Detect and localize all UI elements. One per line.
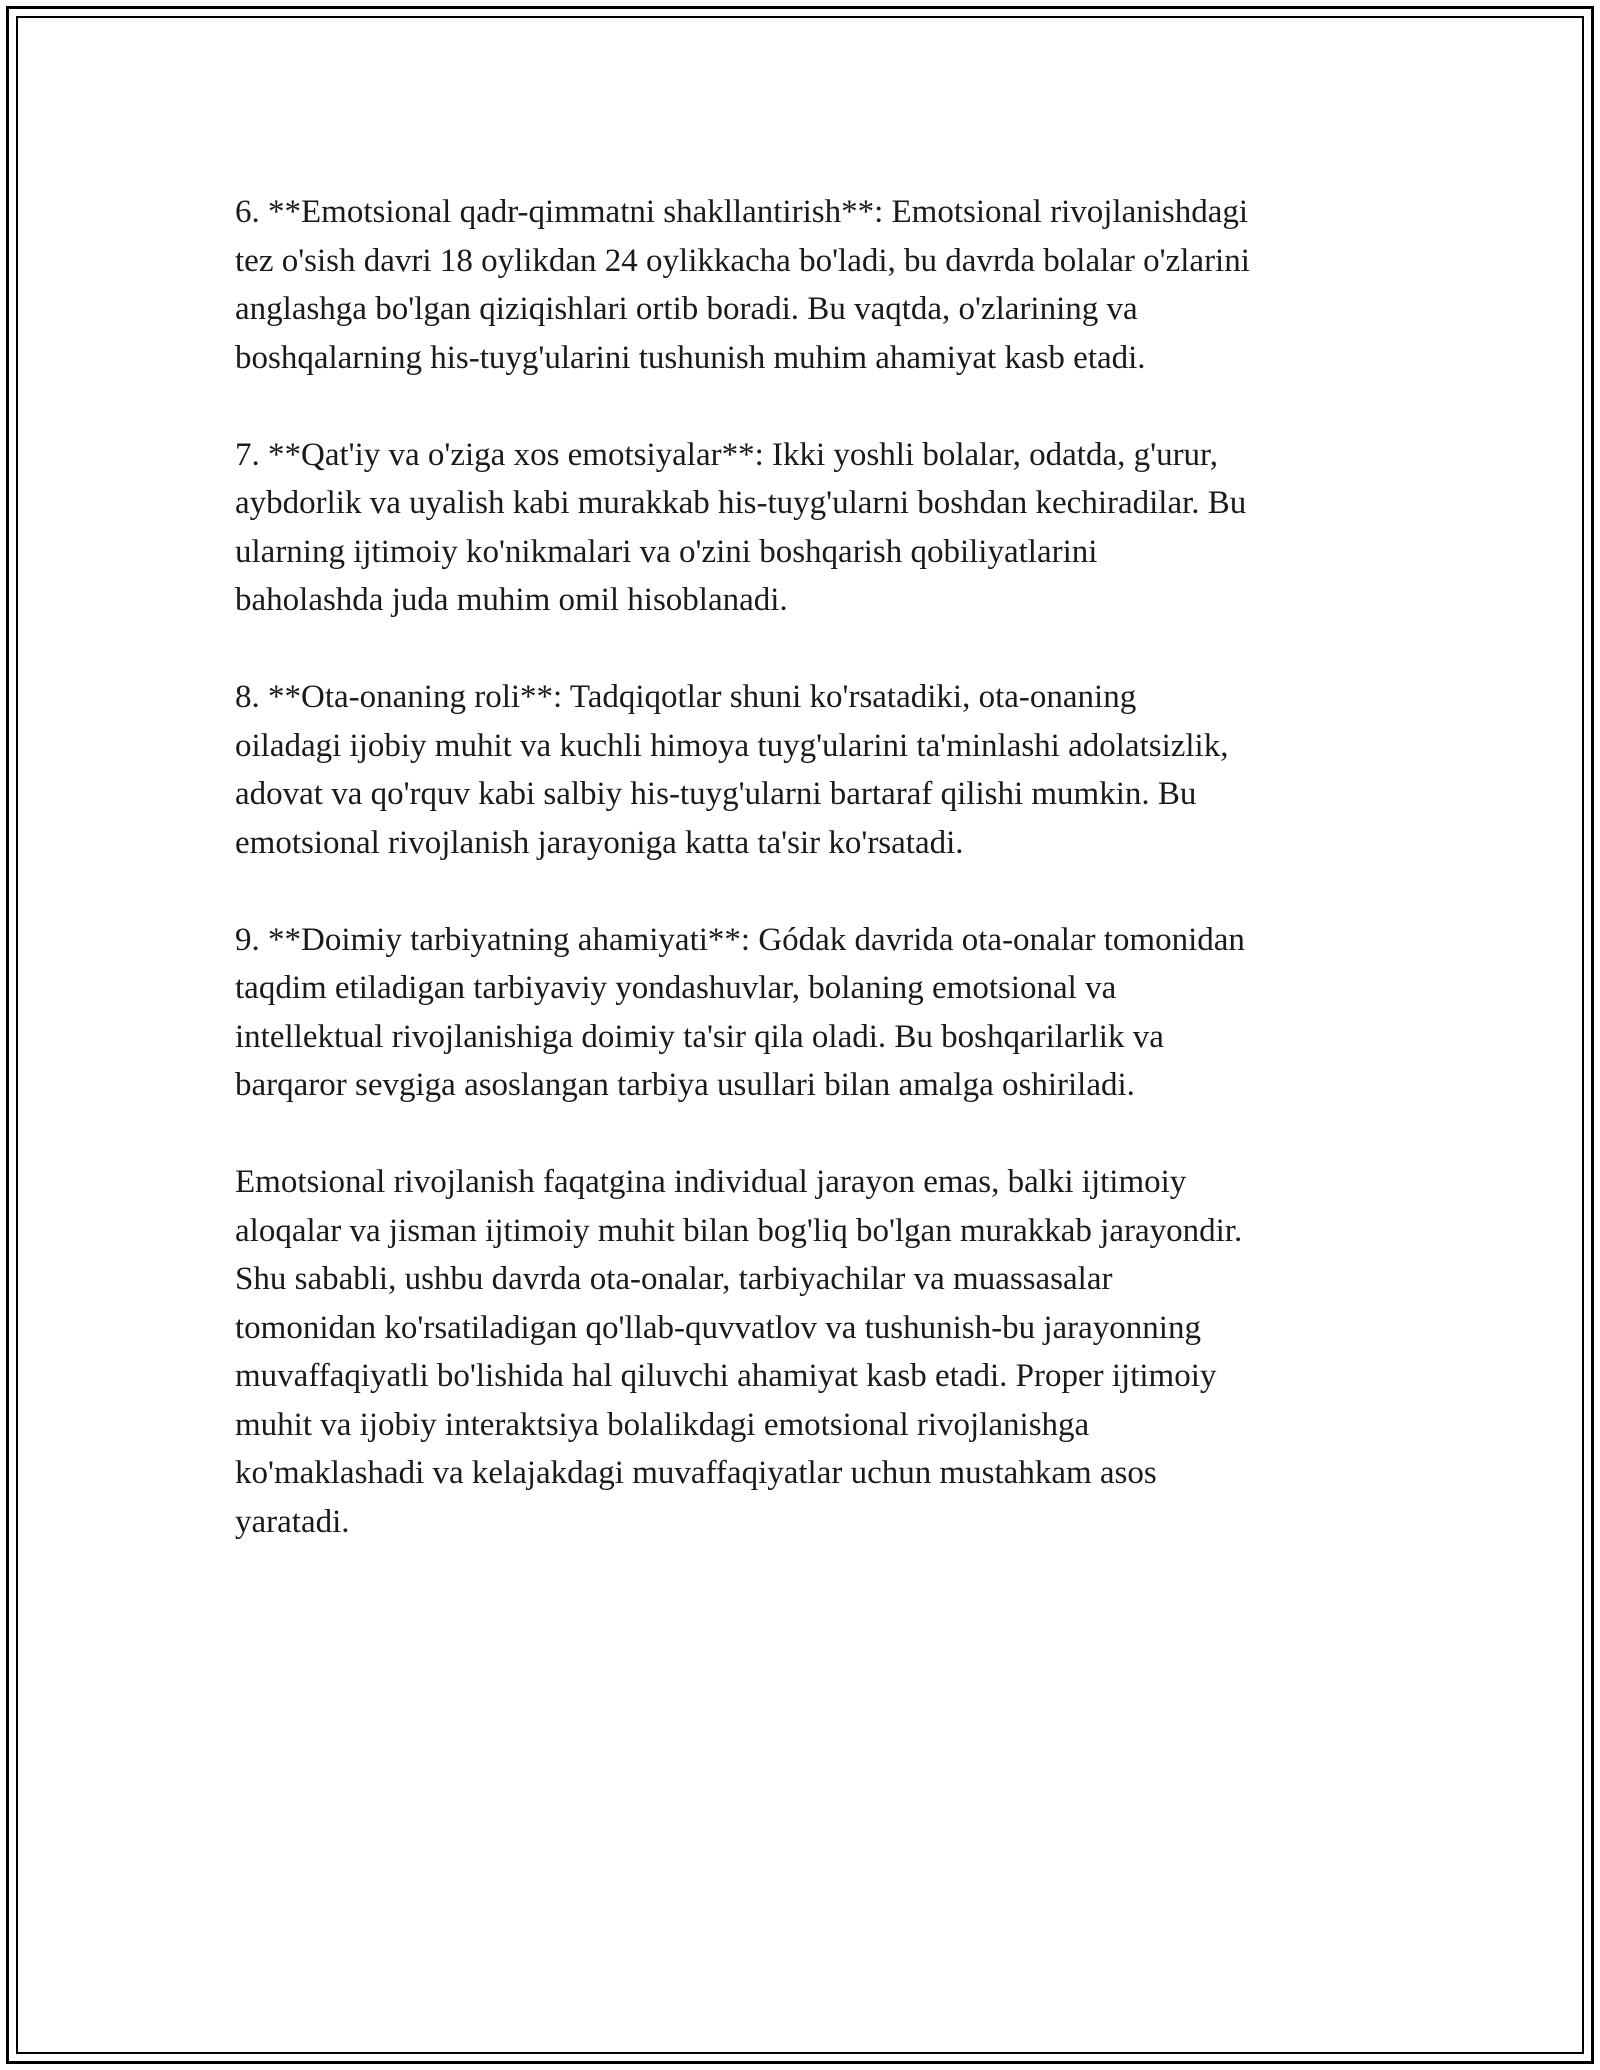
text-line: baholashda juda muhim omil hisoblanadi. [235, 582, 788, 618]
text-line: 9. **Doimiy tarbiyatning ahamiyati**: Gódak davrida ota-onalar tomonidan [235, 921, 1245, 958]
text-line: Emotsional rivojlanish faqatgina individual jarayon emas, balki ijtimoiy [235, 1164, 1187, 1200]
text-line: adovat va qo'rquv kabi salbiy his-tuyg'ularni bartaraf qilishi mumkin. Bu [235, 776, 1197, 812]
paragraph-item-6 [235, 188, 1385, 382]
paragraph-item-8 [235, 673, 1385, 867]
text-line: muhit va ijobiy interaktsiya bolalikdagi emotsional rivojlanishga [235, 1406, 1090, 1443]
text-line: Shu sababli, ushbu davrda ota-onalar, tarbiyachilar va muassasalar [235, 1261, 1113, 1297]
paragraph-item-7 [235, 431, 1385, 625]
text-line: intellektual rivojlanishiga doimiy ta'sir qila oladi. Bu boshqarilarlik va [235, 1018, 1164, 1055]
text-line: ko'maklashadi va kelajakdagi muvaffaqiyatlar uchun mustahkam asos [235, 1455, 1157, 1491]
text-line: oiladagi ijobiy muhit va kuchli himoya tuyg'ularini ta'minlashi adolatsizlik, [235, 727, 1229, 764]
text-line: emotsional rivojlanish jarayoniga katta ta'sir ko'rsatadi. [235, 824, 964, 861]
text-line: 6. **Emotsional qadr-qimmatni shakllantirish**: Emotsional rivojlanishdagi [235, 194, 1249, 230]
text-line: aloqalar va jisman ijtimoiy muhit bilan bog'liq bo'lgan murakkab jarayondir. [235, 1212, 1243, 1249]
document-body [235, 188, 1385, 1595]
paragraph-item-9 [235, 916, 1385, 1110]
text-line: 8. **Ota-onaning roli**: Tadqiqotlar shuni ko'rsatadiki, ota-onaning [235, 679, 1137, 715]
text-line: anglashga bo'lgan qiziqishlari ortib boradi. Bu vaqtda, o'zlarining va [235, 291, 1138, 327]
text-line: boshqalarning his-tuyg'ularini tushunish muhim ahamiyat kasb etadi. [235, 339, 1146, 376]
text-line: tez o'sish davri 18 oylikdan 24 oylikkacha bo'ladi, bu davrda bolalar o'zlarini [235, 242, 1250, 279]
text-line: 7. **Qat'iy va o'ziga xos emotsiyalar**: Ikki yoshli bolalar, odatda, g'urur, [235, 436, 1218, 473]
text-line: taqdim etiladigan tarbiyaviy yondashuvlar, bolaning emotsional va [235, 970, 1117, 1006]
text-line: tomonidan ko'rsatiladigan qo'llab-quvvatlov va tushunish-bu jarayonning [235, 1309, 1201, 1346]
text-line: ularning ijtimoiy ko'nikmalari va o'zini boshqarish qobiliyatlarini [235, 533, 1098, 570]
paragraph-conclusion [235, 1158, 1385, 1546]
text-line: aybdorlik va uyalish kabi murakkab his-tuyg'ularni boshdan kechiradilar. Bu [235, 485, 1247, 521]
text-line: barqaror sevgiga asoslangan tarbiya usullari bilan amalga oshiriladi. [235, 1067, 1135, 1103]
text-line: yaratadi. [235, 1503, 350, 1540]
text-line: muvaffaqiyatli bo'lishida hal qiluvchi ahamiyat kasb etadi. Proper ijtimoiy [235, 1358, 1217, 1394]
